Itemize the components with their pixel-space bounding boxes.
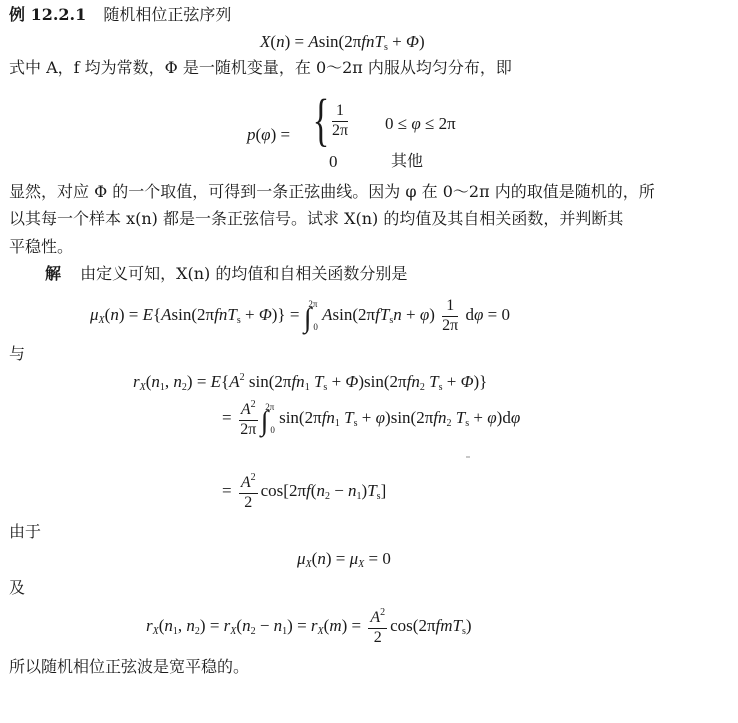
- conjunction-and-1: 与: [9, 344, 26, 363]
- equation-autocorr-3: = $\frac{A^2}{2}$ $\cos[2\pi f(n_2 - n_1)T_s]$: [222, 472, 387, 511]
- equation-autocorr-2: = $\frac{A^2}{2\pi}$ ∫$^{2\pi}_0$ sin(2πfn$_1$ $T_s + \varphi)\sin(2\pi fn_2$ $T_s + \varphi)d\varphi$: [222, 399, 521, 438]
- equation-autocorr-1: $r_X(n_1$, $n_2) = E\{A^2$ sin(2πfn$_1$ $T_s + \Phi)\sin(2\pi fn_2$ $T_s + \Phi$)}: [133, 372, 488, 393]
- conjunction-and-2: 及: [9, 578, 26, 597]
- solution-intro: [45, 266, 407, 282]
- paragraph-2-line-2: 以其每一个样本 x(n) 都是一条正弦信号。试求 X(n) 的均值及其自相关函数，并判断其: [9, 209, 624, 228]
- conjunction-since: 由于: [9, 522, 42, 541]
- print-speck: [466, 456, 470, 458]
- paragraph-1: 式中 A，f 均为常数，Φ 是一随机变量，在 0～2π 内服从均匀分布，即: [9, 58, 512, 77]
- solution-text: 由定义可知，X(n) 的均值和自相关函数分别是: [80, 264, 408, 283]
- paragraph-2-line-3: 平稳性。: [9, 237, 74, 256]
- solution-label: 解: [45, 264, 62, 283]
- pdf-condition-2: 其他: [391, 151, 424, 170]
- equation-definition: X(n) = Asin(2πfnT$_s$ + Φ): [260, 32, 425, 53]
- equation-mean-constant: $\mu_X(n) = \mu_X = 0$: [297, 549, 391, 570]
- equation-mean: $\mu_X(n) = E\{Asin(2\pi fnT_s + \Phi)\} = \int^{2\pi}_0$ Asin(2πfT$_s$n + φ) $\frac{1}{2\pi}$ dφ = 0: [90, 297, 510, 335]
- pdf-condition-1: 0 ≤ φ ≤ 2π: [385, 114, 456, 133]
- paragraph-2-line-1: 显然，对应 Φ 的一个取值，可得到一条正弦曲线。因为 φ 在 0～2π 内的取值是随机的，所: [9, 182, 655, 201]
- left-brace: {: [312, 87, 330, 152]
- pdf-value-2: 0: [329, 152, 338, 171]
- example-heading: [9, 7, 231, 23]
- example-label: 例 12.2.1: [9, 5, 87, 24]
- conclusion: 所以随机相位正弦波是宽平稳的。: [9, 657, 250, 676]
- equation-final: $r_X(n_1$, $n_2) = r_X(n_2 - n_1) = r_X(m)$ = $\frac{A^2}{2}$ cos(2πfmT$_s$): [146, 607, 472, 646]
- example-title: 随机相位正弦序列: [103, 5, 232, 24]
